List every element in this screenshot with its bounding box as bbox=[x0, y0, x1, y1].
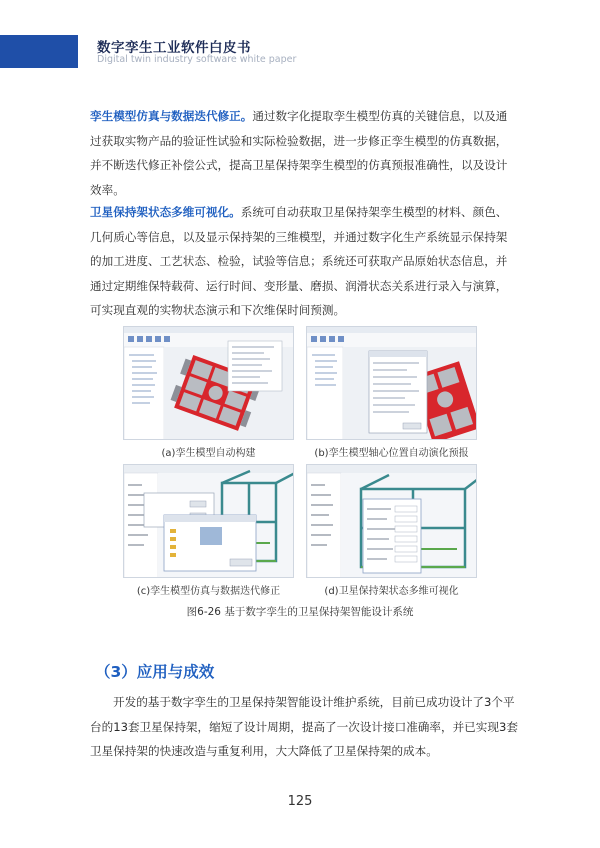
paragraph-twin-simulation bbox=[90, 104, 518, 202]
subfigure-caption-a: (a)孪生模型自动构建 bbox=[161, 448, 256, 459]
paragraph-state-visualization bbox=[90, 200, 518, 323]
screenshot-state-visualization bbox=[306, 464, 477, 578]
cad-window-illustration bbox=[124, 327, 294, 440]
page-number: 125 bbox=[287, 794, 313, 809]
subfigure-caption-c: (c)孪生模型仿真与数据迭代修正 bbox=[136, 586, 281, 597]
header-color-bar bbox=[0, 35, 78, 68]
screenshot-auto-build bbox=[123, 326, 294, 440]
frame-model-illustration bbox=[124, 465, 294, 578]
header-subtitle: Digital twin industry software white paper bbox=[97, 54, 297, 65]
paragraph-lead: 孪生模型仿真与数据迭代修正。 bbox=[90, 109, 253, 123]
figure-caption: 图6-26 基于数字孪生的卫星保持架智能设计系统 bbox=[186, 606, 414, 618]
paragraph-body: 系统可自动获取卫星保持架孪生模型的材料、颜色、几何质心等信息，以及显示保持架的三维模型，并通过数字化生产系统显示保持架的加工进度、工艺状态、检验，试验等信息；系统还可获取产品原始状态信息，并通过定期维保特载荷、运行时间、变形量、磨损、润滑状态关系进行录入与演算，可实现直观的实物状态演示和下次维保时间预测。 bbox=[90, 205, 508, 317]
paragraph-lead: 卫星保持架状态多维可视化。 bbox=[90, 205, 241, 219]
screenshot-simulation-iteration bbox=[123, 464, 294, 578]
paragraph-body: 通过数字化提取孪生模型仿真的关键信息，以及通过获取实物产品的验证性试验和实际检验数据，进一步修正孪生模型的仿真数据，并不断迭代修正补偿公式，提高卫星保持架孪生模型的仿真预报准确性，以及设计效率。 bbox=[90, 109, 508, 197]
subfigure-caption-d: (d)卫星保持架状态多维可视化 bbox=[324, 586, 459, 597]
frame-model-illustration bbox=[307, 465, 477, 578]
subfigure-caption-b: (b)孪生模型轴心位置自动演化预报 bbox=[314, 448, 469, 459]
header-title: 数字孪生工业软件白皮书 bbox=[97, 40, 251, 56]
paragraph-application-results: 开发的基于数字孪生的卫星保持架智能设计维护系统，目前已成功设计了3个平台的13套卫星保持架，缩短了设计周期，提高了一次设计接口准确率，并已实现3套卫星保持架的快速改造与重复利用，大大降低了卫星保持架的成本。 bbox=[90, 695, 518, 758]
cad-window-illustration bbox=[307, 327, 477, 440]
section-heading: （3）应用与成效 bbox=[95, 663, 215, 681]
screenshot-axis-prediction bbox=[306, 326, 477, 440]
